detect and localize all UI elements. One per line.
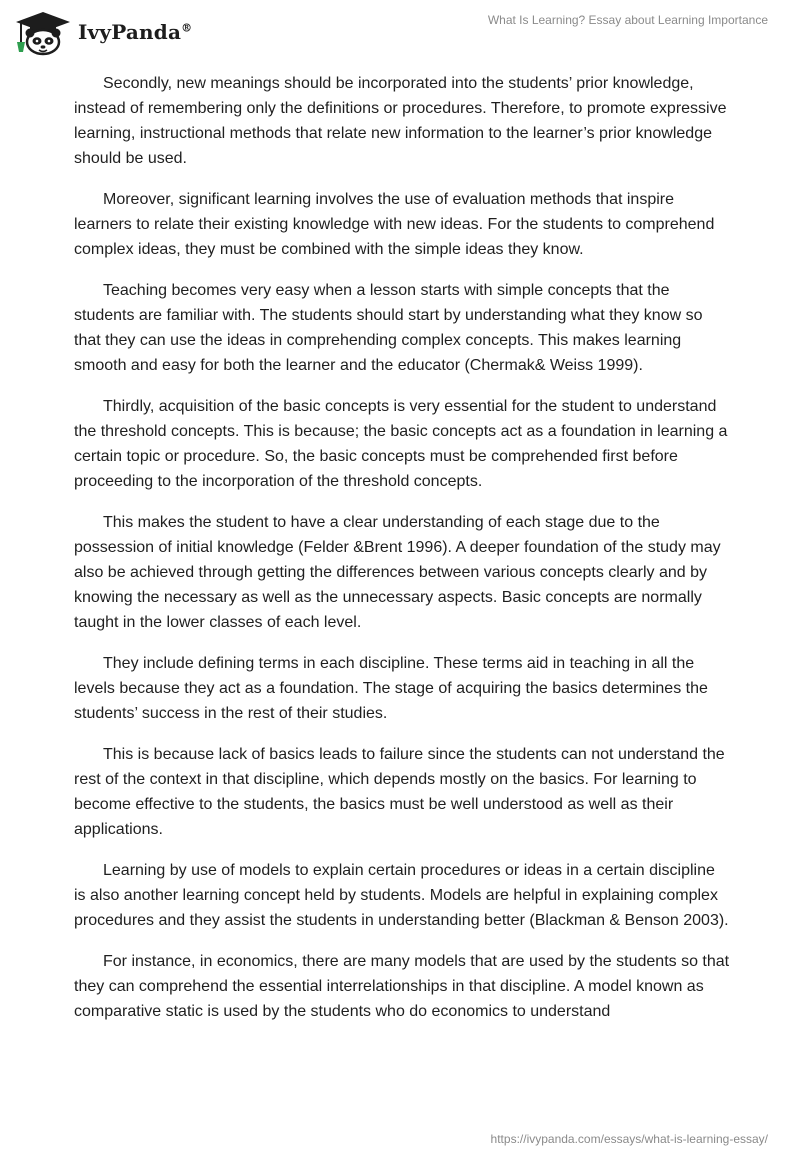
- paragraph: Learning by use of models to explain certain procedures or ideas in a certain discipline is also another learning concept held by students. Models are helpful in explaining complex procedures and they assist the students in understanding better (Blackman & Benson 2003).: [74, 862, 729, 929]
- paragraph: They include defining terms in each discipline. These terms aid in teaching in all the levels because they act as a foundation. The stage of acquiring the basics determines the students’ success in the rest of their studies.: [74, 655, 708, 722]
- paragraph: Thirdly, acquisition of the basic concepts is very essential for the student to understand the threshold concepts. This is because; the basic concepts act as a foundation in learning a certain topic or procedure. So, the basic concepts must be comprehended first before proceeding to the incorporation of the threshold concepts.: [74, 398, 728, 490]
- logo-name: IvyPanda: [78, 20, 182, 44]
- logo-wordmark: [78, 20, 192, 44]
- paragraph: For instance, in economics, there are many models that are used by the students so that they can comprehend the essential interrelationships in that discipline. A model known as comparative static is used by the students who do economics to understand: [74, 953, 730, 1020]
- paragraph: Teaching becomes very easy when a lesson starts with simple concepts that the students are familiar with. The students should start by understanding what they know so that they can use the ideas in comprehending complex concepts. This makes learning smooth and easy for both the learner and the educator (Chermak& Weiss 1999).: [74, 282, 703, 374]
- paragraph: Secondly, new meanings should be incorporated into the students’ prior knowledge, instead of remembering only the definitions or procedures. Therefore, to promote expressive learning, instructional methods that relate new information to the learner’s prior knowledge should be used.: [74, 75, 727, 167]
- document-title: What Is Learning? Essay about Learning Importance: [487, 13, 768, 27]
- paragraph: Moreover, significant learning involves the use of evaluation methods that inspire learners to relate their existing knowledge with new ideas. For the students to comprehend complex ideas, they must be combined with the simple ideas they know.: [74, 191, 715, 258]
- paragraph: This makes the student to have a clear understanding of each stage due to the possession of initial knowledge (Felder &Brent 1996). A deeper foundation of the study may also be achieved through getting the differences between various concepts clearly and by knowing the necessary as well as the unnecessary aspects. Basic concepts are normally taught in the lower classes of each level.: [74, 514, 721, 631]
- essay-body: [74, 71, 730, 1040]
- panda-graduate-icon: [12, 8, 74, 56]
- paragraph: This is because lack of basics leads to failure since the students can not understand the rest of the context in that discipline, which depends mostly on the basics. For learning to become effective to the students, the basics must be well understood as well as their applications.: [74, 746, 725, 838]
- source-url[interactable]: https://ivypanda.com/essays/what-is-learning-essay/: [490, 1132, 768, 1146]
- registered-mark: ®: [181, 21, 193, 35]
- ivypanda-logo[interactable]: [12, 8, 192, 56]
- page-header: [0, 0, 800, 70]
